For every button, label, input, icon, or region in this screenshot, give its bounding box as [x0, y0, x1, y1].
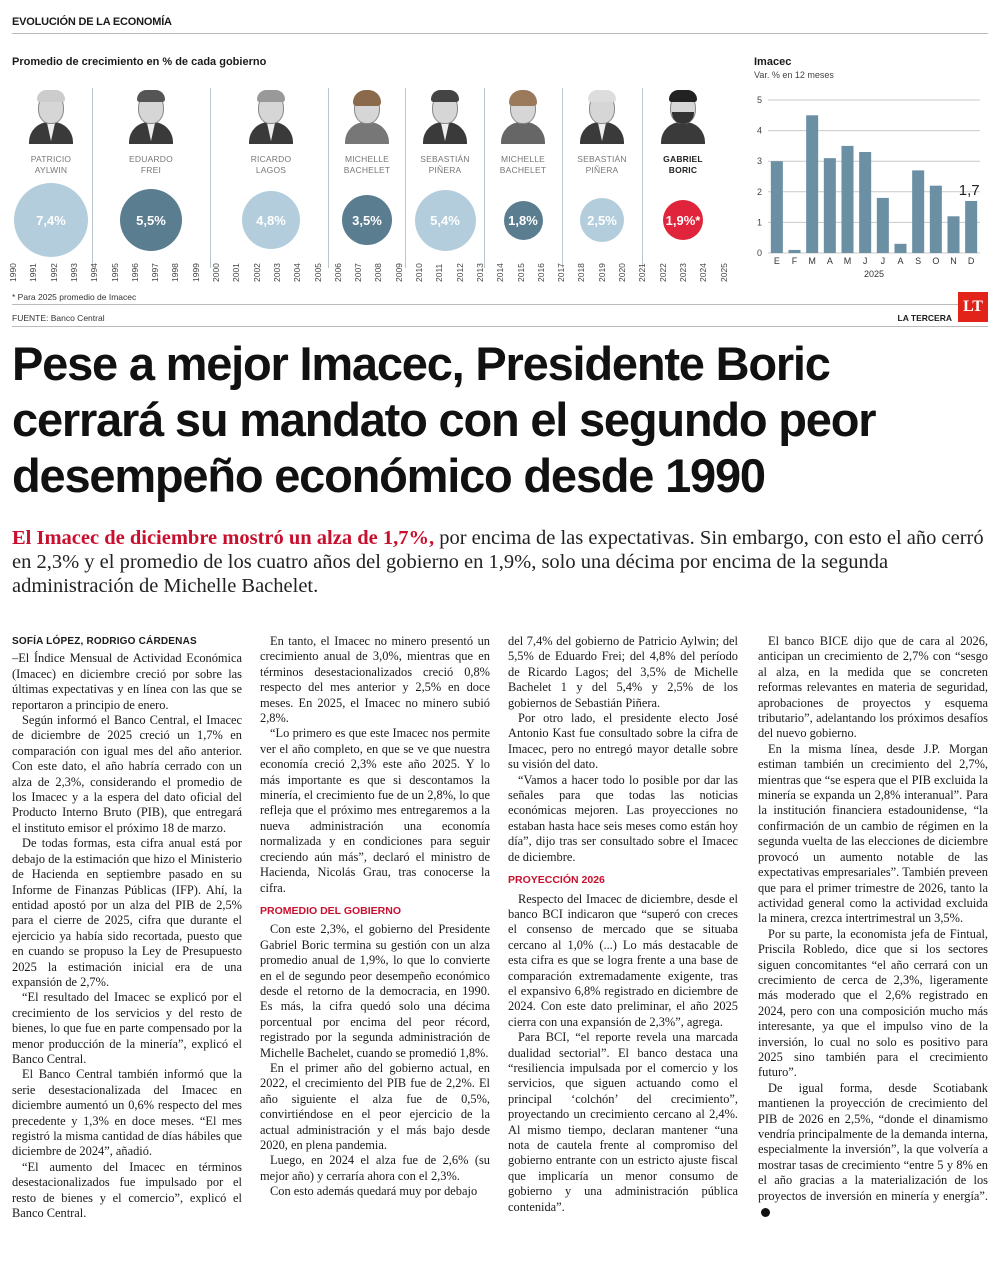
subhead-proyeccion: PROYECCIÓN 2026: [508, 874, 605, 887]
paragraph: Para BCI, “el reporte revela una marcada dualidad sectorial”. El banco destaca una “resiliencia impulsada por el comercio y los servicios, que siguen actuando como el principal ‘colchón’ del crecimiento”, proyectando un crecimiento cercano al 2,4%. Al mismo tiempo, declaran mantener “una nota de cautela frente al compromiso del gobierno entrante con un estricto ajuste fiscal que implicaría un menor consumo de gobierno y una administración pública contenida”.: [508, 1030, 738, 1214]
paragraph: Por otro lado, el presidente electo José Antonio Kast fue consultado sobre la cifra de Imacec, pero no entregó mayor detalle sobre su visión del dato.: [508, 711, 738, 772]
growth-bubble: 4,8%: [242, 191, 300, 249]
president-name: SEBASTIÁN: [420, 154, 470, 164]
dek: [12, 526, 988, 598]
portrait-icon: [580, 90, 624, 144]
brand-name: LA TERCERA: [897, 313, 952, 323]
year-label: 1991: [28, 263, 39, 282]
portrait-icon: [29, 90, 73, 144]
year-label: 1994: [89, 263, 100, 282]
paragraph: “El resultado del Imacec se explicó por el crecimiento de los servicios y del resto de bienes, lo que fue en parte compensado por la menor producción de la minería”, explicó el Banco Central.: [12, 990, 242, 1066]
portrait-icon: [345, 90, 389, 144]
president-name: PATRICIO: [30, 154, 72, 164]
x-tick-label: J: [880, 256, 886, 266]
year-label: 2011: [434, 263, 445, 282]
president-name: MICHELLE: [344, 154, 390, 164]
presidents-infographic: [0, 80, 740, 290]
president-name: MICHELLE: [500, 154, 546, 164]
year-label: 2019: [596, 263, 607, 282]
source: FUENTE: Banco Central: [12, 313, 105, 323]
paragraph: del 7,4% del gobierno de Patricio Aylwin; del 5,5% de Eduardo Frei; del 4,8% del período de Ricardo Lagos; del 3,5% de Michelle Bachelet 1 y del 5,4% y 2,5% de los gobiernos de Sebastián Piñera.: [508, 634, 738, 710]
bar: [965, 201, 977, 253]
president-name: SEBASTIÁN: [577, 154, 627, 164]
bar: [912, 170, 924, 253]
paragraph: Con este 2,3%, el gobierno del Presidente Gabriel Boric termina su gestión con un alza promedio anual de 1,9%, lo que lo convierte en el de segundo peor desempeño económico desde el retorno de la democracia, en 1990. Es más, la cifra quedó solo una décima porcentual por encima del peor récord, registrado por la segunda administración de Michelle Bachelet, cuando se promedió 1,8%.: [260, 922, 490, 1060]
paragraph: “Vamos a hacer todo lo posible por dar las señales para que todas las noticias económicas mejoren. Las proyecciones no estaban hasta hace seis meses como están hoy día”, dijo tras ser consultado sobre el Imacec de diciembre.: [508, 772, 738, 864]
year-label: 2010: [414, 263, 424, 282]
paragraph: De todas formas, esta cifra anual está por debajo de la estimación que hizo el Ministerio de Hacienda en septiembre pasado en su Informe de Finanzas Públicas (IFP). Ahí, la entidad apostó por un alza del PIB de 2,5% para el cierre de 2025, cifra que durante el ejercicio ya había sido recortada, puesto que en cuando se propuso la Ley de Presupuesto 2025 la estimación inicial era de una expansión de 2,7%.: [12, 836, 242, 989]
bar: [788, 250, 800, 253]
chart-title: Imacec: [754, 56, 792, 68]
y-tick-label: 5: [756, 95, 762, 105]
paragraph: “El aumento del Imacec en términos desestacionalizados fue impulsado por el resto de bienes y el comercio”, explicó el Banco Central.: [12, 1159, 242, 1221]
x-tick-label: E: [773, 256, 780, 266]
article-body: [12, 634, 988, 1274]
x-tick-label: A: [826, 256, 833, 266]
bar: [930, 186, 942, 253]
asterisk: *: [695, 212, 701, 228]
portrait-icon: [501, 90, 545, 144]
growth-bubble: 5,5%: [120, 189, 182, 251]
paragraph: Respecto del Imacec de diciembre, desde el banco BCI indicaron que “superó con creces el consenso de mercado que se situaba cercano al 1,0% (...) Lo más destacable de esta cifra es que se logra frente a una base de comparación extremadamente exigente, tras el expansivo 6,8% registrado en diciembre de 2024. Con este dato preliminar, el año 2025 cierra con una expansión de 2,3%”, agrega.: [508, 891, 738, 1029]
bar: [824, 158, 836, 253]
bar: [841, 146, 853, 253]
column-1: [12, 634, 242, 1221]
year-label: 1997: [150, 263, 161, 282]
dek-rest: por encima de las expectativas. Sin embargo, con esto el año cerró en 2,3% y el promedio de los cuatro años del gobierno en 1,9%, solo una décima por encima de la segunda administración de Michelle Bachelet.: [12, 527, 984, 597]
paragraph: –El Índice Mensual de Actividad Económica (Imacec) en diciembre creció por sobre las últimas expectativas y en línea con las que se reportaron a principio de enero.: [12, 651, 242, 712]
bar: [771, 161, 783, 253]
paragraph: Con esto además quedará muy por debajo: [270, 1184, 478, 1199]
y-tick-label: 1: [756, 217, 762, 228]
president-name: LAGOS: [255, 165, 287, 175]
y-tick-label: 2: [756, 186, 762, 197]
year-label: 2005: [312, 263, 323, 282]
year-label: 1992: [48, 263, 59, 282]
year-label: 2003: [271, 263, 282, 282]
year-label: 1999: [190, 263, 201, 282]
growth-bubble: 2,5%: [580, 198, 624, 242]
paragraph: Por su parte, la economista jefa de Fintual, Priscila Robledo, dice que si los sectores siguen concomitantes “el año cerrará con un crecimiento de cerca de 2,3%, ligeramente más moderado que el 2,6% registrado en 2024, pero con una composición mucho más interesante, ya que el impulso vino de la inversión, lo cual no solo es positivo para 2025 sino también para el crecimiento futuro”.: [758, 926, 988, 1080]
column-4: [758, 634, 988, 1219]
data-label: 1,7: [958, 181, 980, 199]
year-label: 2018: [576, 263, 587, 282]
year-label: 2002: [251, 263, 262, 282]
top-rule: [12, 33, 988, 34]
x-tick-label: D: [967, 256, 975, 266]
growth-bubble: 3,5%: [342, 195, 392, 245]
portrait-icon: [661, 90, 705, 144]
bar: [894, 244, 906, 253]
x-axis-label: 2025: [863, 269, 885, 279]
year-label: 2000: [211, 263, 221, 282]
y-tick-label: 4: [756, 125, 762, 136]
president-name: AYLWIN: [34, 165, 68, 175]
byline: SOFÍA LÓPEZ, RODRIGO CÁRDENAS: [12, 636, 197, 647]
year-label: 2013: [474, 263, 485, 282]
year-label: 1996: [129, 263, 140, 282]
growth-bubble: 7,4%: [14, 183, 88, 257]
paragraph: En la misma línea, desde J.P. Morgan estiman también un crecimiento del 2,7%, mientras que “se espera que el PIB excluida la minería se expanda un 2,8% interanual”. Para la institución financiera estadounidense, “la confirmación de un cambio de régimen en la segunda vuelta de las elecciones de diciembre provocó un aumento notable de las expectativas empresariales”. También preveen que para el primer trimestre de 2026, tanto la actividad general como la actividad excluida la minera, crezca intertrimestral un 3,5%.: [758, 741, 988, 926]
year-label: 1990: [8, 263, 18, 282]
year-label: 2022: [657, 263, 668, 282]
growth-bubble: 5,4%: [415, 190, 476, 251]
president-boric: [628, 90, 738, 260]
year-label: 2020: [617, 263, 627, 282]
year-label: 2007: [353, 263, 364, 282]
x-tick-label: S: [915, 256, 922, 266]
paragraph: Luego, en 2024 el alza fue de 2,6% (su mejor año) y cerraría ahora con el 2,3%.: [260, 1153, 490, 1183]
growth-value: 1,9%: [665, 212, 696, 228]
year-label: 2006: [332, 263, 343, 282]
bar: [947, 216, 959, 253]
year-label: 1995: [109, 263, 120, 282]
footnote: * Para 2025 promedio de Imacec: [12, 292, 137, 302]
year-label: 2021: [637, 263, 648, 282]
portrait-icon: [129, 90, 173, 144]
president-name: BORIC: [668, 165, 698, 175]
imacec-bar-chart: [748, 88, 988, 288]
dek-lead: El Imacec de diciembre mostró un alza de 1,7%,: [12, 527, 435, 549]
x-tick-label: M: [843, 256, 852, 266]
paragraph: De igual forma, desde Scotiabank mantienen la proyección de crecimiento del PIB de 2026 en 2,5%, “donde el dinamismo vendría principalmente de la demanda interna, especialmente la inversión”, la que volvería a mostrar tasas de crecimiento “entre 5 y 8% en el año gracias a la materialización de los proyectos de inversión en minería y energía”.: [758, 1081, 988, 1220]
lt-logo: LT: [958, 292, 988, 322]
president-aylwin: [0, 90, 106, 260]
president-name: FREI: [140, 165, 162, 175]
headline: Pese a mejor Imacec, Presidente Boric cerrará su mandato con el segundo peor desempeño económico desde 1990: [12, 337, 876, 502]
paragraph: “Lo primero es que este Imacec nos permite ver el año completo, en que se ve que nuestra economía creció 2,3% este año 2025. Y lo más importante es que si descontamos la minería, el crecimiento fue de un 2,8%, lo que refleja que el próximo mes entregaremos a la nueva administración una economía normalizada y en condiciones para seguir creciendo aún más”, declaró el ministro de Hacienda, Nicolás Grau, tras conocerse la cifra.: [260, 726, 490, 895]
portrait-icon: [249, 90, 293, 144]
president-name: GABRIEL: [663, 154, 703, 164]
year-label: 2014: [495, 263, 506, 282]
bar: [859, 152, 871, 253]
end-mark-icon: [761, 1208, 770, 1217]
president-name: PIÑERA: [428, 165, 462, 175]
x-tick-label: O: [932, 256, 940, 266]
paragraph: El Banco Central también informó que la serie desestacionalizada del Imacec en diciembre aumentó un 0,6% respecto del mes precedente y 1,3% en doce meses. “El mes registró la misma cantidad de días hábiles que diciembre de 2024”, añadió.: [12, 1067, 242, 1159]
bar: [877, 198, 889, 253]
infographic-subtitle: Promedio de crecimiento en % de cada gobierno: [12, 56, 267, 68]
year-label: 1998: [170, 263, 181, 282]
divider: [210, 88, 211, 268]
chart-subtitle: Var. % en 12 meses: [754, 70, 834, 80]
year-label: 2017: [556, 263, 567, 282]
column-3: [508, 634, 738, 1215]
portrait-icon: [423, 90, 467, 144]
year-label: 2009: [393, 263, 404, 282]
column-2: [260, 634, 490, 1200]
paragraph: En tanto, el Imacec no minero presentó un crecimiento anual de 3,0%, mientras que en términos desestacionalizados creció 0,8% respecto del mes anterior y 2,5% en doce meses. En 2025, el Imacec no minero subió 2,8%.: [260, 634, 490, 726]
president-frei: [96, 90, 206, 260]
x-tick-label: M: [808, 256, 816, 266]
subhead-promedio: PROMEDIO DEL GOBIERNO: [260, 904, 401, 917]
year-label: 2015: [515, 263, 526, 282]
year-label: 2012: [454, 263, 465, 282]
paragraph: El banco BICE dijo que de cara al 2026, anticipan un crecimiento de 2,7% con “sesgo al alza, en la medida que se concreten reformas relevantes en materia de seguridad, aprobaciones de proyectos y esquema tributario”, adelantando los próximos desafíos del nuevo gobierno.: [758, 634, 988, 741]
president-lagos: [216, 90, 326, 260]
president-name: BACHELET: [499, 165, 547, 175]
president-name: EDUARDO: [129, 154, 173, 164]
x-tick-label: J: [862, 256, 868, 266]
year-label: 2023: [677, 263, 688, 282]
year-label: 2024: [698, 263, 709, 282]
growth-bubble: [663, 200, 703, 240]
year-label: 2016: [535, 263, 546, 282]
paragraph: En el primer año del gobierno actual, en 2022, el crecimiento del PIB fue de 2,2%. El año siguiente el alza fue de 0,5%, convirtiéndose en el peor ejercicio de la actual administración y el más bajo desde 2020, en plena pandemia.: [260, 1060, 490, 1152]
paragraph: Según informó el Banco Central, el Imacec de diciembre de 2025 creció un 1,7% en comparación con igual mes del año anterior. Con este dato, el año habría cerrado con un alza de 2,3%, considerando el promedio de los Imacec y a la espera del dato oficial del Producto Interno Bruto (PIB), que entregará el instituto emisor el próximo 18 de marzo.: [12, 713, 242, 835]
president-name: RICARDO: [250, 154, 292, 164]
president-name: PIÑERA: [585, 165, 619, 175]
y-tick-label: 0: [756, 248, 762, 258]
x-tick-label: F: [791, 256, 798, 266]
bar: [806, 115, 818, 253]
x-tick-label: N: [950, 256, 957, 266]
year-label: 2008: [373, 263, 384, 282]
year-label: 2001: [231, 263, 242, 282]
president-name: BACHELET: [343, 165, 391, 175]
y-tick-label: 3: [756, 156, 762, 167]
year-axis: [0, 256, 740, 286]
year-label: 1993: [68, 263, 79, 282]
x-tick-label: A: [897, 256, 904, 266]
rule: [12, 326, 988, 327]
rule: [12, 304, 988, 305]
year-label: 2004: [292, 263, 303, 282]
growth-bubble: 1,8%: [504, 201, 543, 240]
year-label: 2025: [718, 263, 729, 282]
section-label: EVOLUCIÓN DE LA ECONOMÍA: [12, 16, 172, 28]
